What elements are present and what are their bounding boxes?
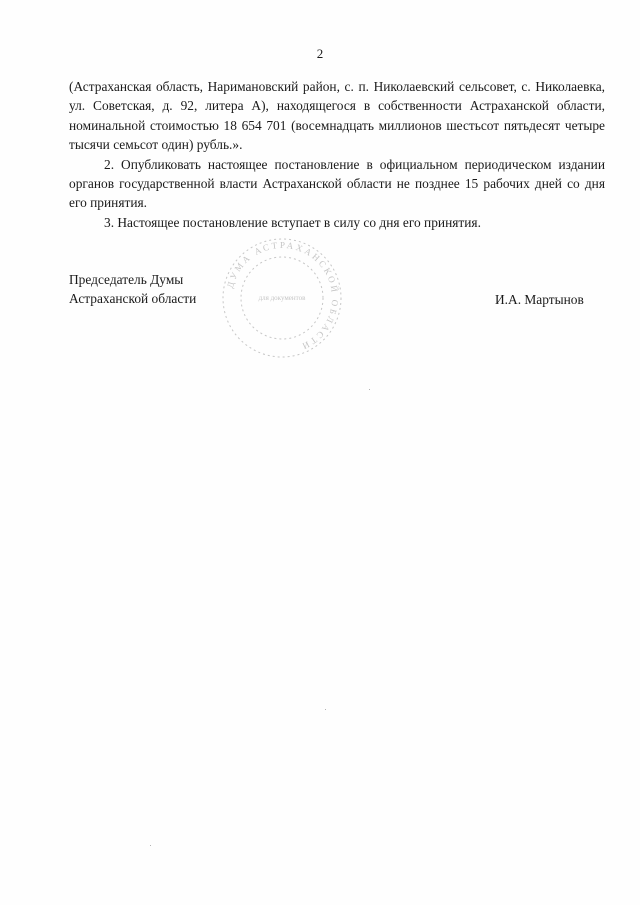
signatory-title — [69, 270, 196, 309]
paragraph-item-3: 3. Настоящее постановление вступает в силу со дня его принятия. — [104, 214, 481, 230]
official-seal-stamp — [220, 236, 344, 360]
stamp-center-text: для документов — [258, 294, 306, 302]
paragraph-item-2: 2. Опубликовать настоящее постановление в официальном периодическом издании органов государственной власти Астраханской области не позднее 15 рабочих дней со дня его принятия. — [69, 156, 605, 211]
scan-speck — [369, 389, 370, 390]
page-number: 2 — [316, 46, 324, 61]
signatory-name: И.А. Мартынов — [495, 292, 584, 307]
signatory-title-line1: Председатель Думы — [69, 272, 184, 287]
stamp-outer-text: ДУМА АСТРАХАНСКОЙ ОБЛАСТИ — [224, 239, 341, 353]
document-body — [69, 77, 605, 232]
paragraph-continuation: (Астраханская область, Наримановский район, с. п. Николаевский сельсовет, с. Николаевка, ул. Советская, д. 92, литера А), находящегося в собственности Астраханской области, номинальной стоимостью 18 654 701 (восемнадцать миллионов шестьсот пятьдесят четыре тысячи семьсот один) рубль.». — [69, 79, 605, 153]
scan-speck — [325, 709, 326, 710]
scan-speck — [150, 845, 151, 846]
signatory-title-line2: Астраханской области — [69, 291, 197, 307]
